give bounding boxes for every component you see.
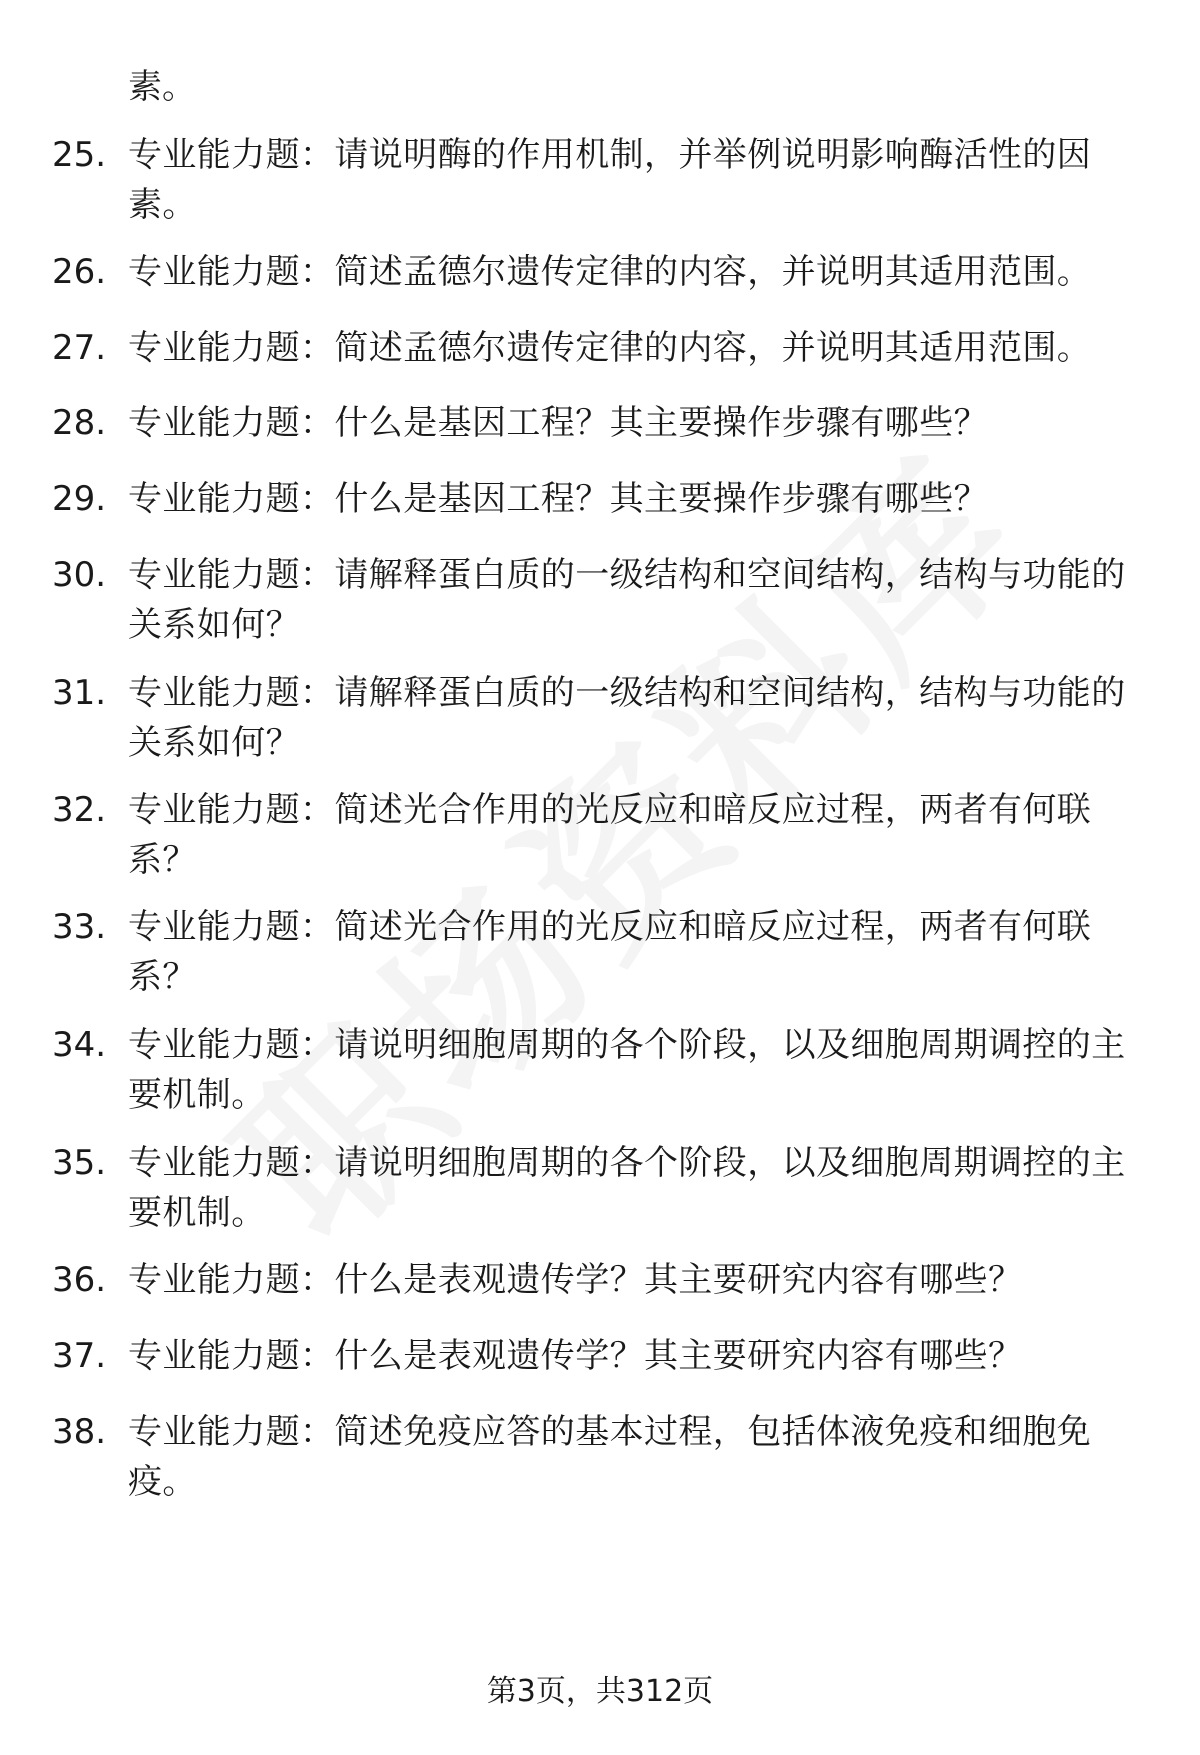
question-text: 专业能力题：简述光合作用的光反应和暗反应过程，两者有何联系？ bbox=[128, 790, 1092, 880]
question-text: 专业能力题：什么是基因工程？其主要操作步骤有哪些？ bbox=[128, 403, 988, 443]
question-text: 专业能力题：什么是表观遗传学？其主要研究内容有哪些？ bbox=[128, 1260, 1023, 1300]
page-footer: 第3页，共312页 bbox=[486, 1674, 714, 1709]
question-text: 专业能力题：请说明细胞周期的各个阶段，以及细胞周期调控的主要机制。 bbox=[128, 1143, 1126, 1233]
question-text: 专业能力题：简述免疫应答的基本过程，包括体液免疫和细胞免疫。 bbox=[128, 1412, 1092, 1502]
question-text: 专业能力题：简述光合作用的光反应和暗反应过程，两者有何联系？ bbox=[128, 907, 1092, 997]
question-text: 专业能力题：请解释蛋白质的一级结构和空间结构，结构与功能的关系如何？ bbox=[128, 555, 1126, 645]
question-number: 38. bbox=[52, 1412, 107, 1452]
question-number: 26. bbox=[52, 252, 107, 292]
question-number: 27. bbox=[52, 328, 107, 368]
question-number: 35. bbox=[52, 1143, 107, 1183]
question-number: 32. bbox=[52, 790, 107, 830]
question-text: 专业能力题：请说明细胞周期的各个阶段，以及细胞周期调控的主要机制。 bbox=[128, 1025, 1126, 1115]
question-text: 专业能力题：什么是基因工程？其主要操作步骤有哪些？ bbox=[128, 479, 988, 519]
question-text: 专业能力题：简述孟德尔遗传定律的内容，并说明其适用范围。 bbox=[128, 252, 1092, 292]
question-text: 专业能力题：简述孟德尔遗传定律的内容，并说明其适用范围。 bbox=[128, 328, 1092, 368]
question-text: 专业能力题：请说明酶的作用机制，并举例说明影响酶活性的因素。 bbox=[128, 135, 1092, 225]
question-number: 37. bbox=[52, 1336, 107, 1376]
question-number: 34. bbox=[52, 1025, 107, 1065]
question-text: 专业能力题：什么是表观遗传学？其主要研究内容有哪些？ bbox=[128, 1336, 1023, 1376]
question-text: 专业能力题：请解释蛋白质的一级结构和空间结构，结构与功能的关系如何？ bbox=[128, 673, 1126, 763]
question-number: 30. bbox=[52, 555, 107, 595]
question-number: 31. bbox=[52, 673, 107, 713]
question-number: 28. bbox=[52, 403, 107, 443]
continuation-text: 素。 bbox=[128, 67, 196, 107]
question-number: 29. bbox=[52, 479, 107, 519]
question-number: 36. bbox=[52, 1260, 107, 1300]
question-number: 33. bbox=[52, 907, 107, 947]
question-number: 25. bbox=[52, 135, 107, 175]
